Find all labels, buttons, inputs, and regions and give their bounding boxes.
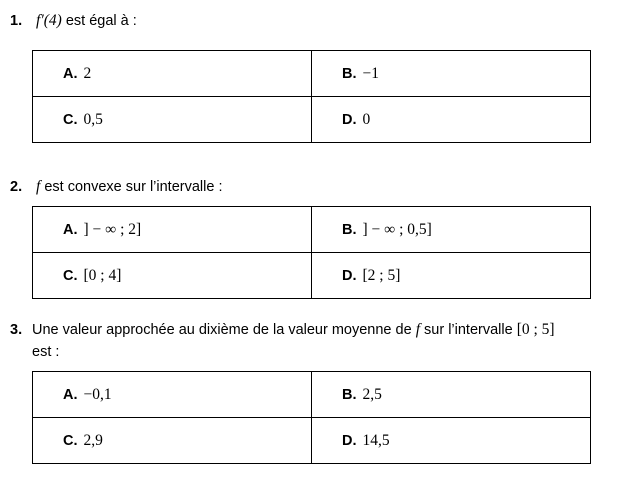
question-number: 2.: [10, 179, 23, 195]
answer-value: 0: [362, 110, 371, 128]
answer-label: C.: [63, 267, 78, 284]
question-number: 3.: [10, 322, 23, 338]
answer-table-1: [32, 50, 591, 143]
question-text: est égal à :: [61, 13, 137, 29]
answer-table-3: [32, 371, 591, 464]
answer-label: A.: [63, 65, 78, 82]
answer-value: −1: [362, 64, 379, 82]
answer-value: 2,9: [83, 431, 103, 449]
answer-value: ] − ∞ ; 0,5]: [362, 220, 432, 238]
question-math: f: [36, 178, 41, 195]
question-text: sur l’intervalle: [420, 322, 517, 338]
answer-label: A.: [63, 386, 78, 403]
answer-c[interactable]: [33, 97, 312, 143]
question-text: est convexe sur l’intervalle :: [40, 179, 223, 195]
answer-d[interactable]: [312, 97, 591, 143]
answer-a[interactable]: [33, 51, 312, 97]
answer-label: D.: [342, 111, 357, 128]
answer-value: −0,1: [83, 385, 112, 403]
answer-label: A.: [63, 221, 78, 238]
answer-d[interactable]: [312, 253, 591, 299]
answer-label: C.: [63, 432, 78, 449]
answer-label: D.: [342, 267, 357, 284]
answer-value: [0 ; 4]: [83, 266, 122, 284]
question-text: Une valeur approchée au dixième de la valeur moyenne de: [32, 322, 416, 338]
question-3: [10, 319, 555, 363]
answer-label: C.: [63, 111, 78, 128]
answer-table-2: [32, 206, 591, 299]
answer-a[interactable]: [33, 372, 312, 418]
answer-a[interactable]: [33, 207, 312, 253]
answer-value: ] − ∞ ; 2]: [83, 220, 142, 238]
answer-d[interactable]: [312, 418, 591, 464]
answer-value: 2,5: [362, 385, 382, 403]
answer-label: B.: [342, 221, 357, 238]
answer-b[interactable]: [312, 207, 591, 253]
question-interval: [0 ; 5]: [516, 321, 555, 338]
answer-value: 0,5: [83, 110, 103, 128]
question-number: 1.: [10, 13, 23, 29]
answer-b[interactable]: [312, 51, 591, 97]
question-2: [10, 176, 222, 198]
answer-label: B.: [342, 386, 357, 403]
question-line-1: [10, 319, 555, 341]
answer-value: [2 ; 5]: [362, 266, 401, 284]
question-math: f: [415, 321, 420, 338]
answer-value: 2: [83, 64, 92, 82]
answer-c[interactable]: [33, 253, 312, 299]
answer-value: 14,5: [362, 431, 390, 449]
question-1: [10, 10, 137, 32]
question-line-2: est :: [32, 344, 60, 360]
answer-b[interactable]: [312, 372, 591, 418]
answer-label: D.: [342, 432, 357, 449]
question-math: f′(4): [36, 12, 62, 29]
answer-label: B.: [342, 65, 357, 82]
answer-c[interactable]: [33, 418, 312, 464]
